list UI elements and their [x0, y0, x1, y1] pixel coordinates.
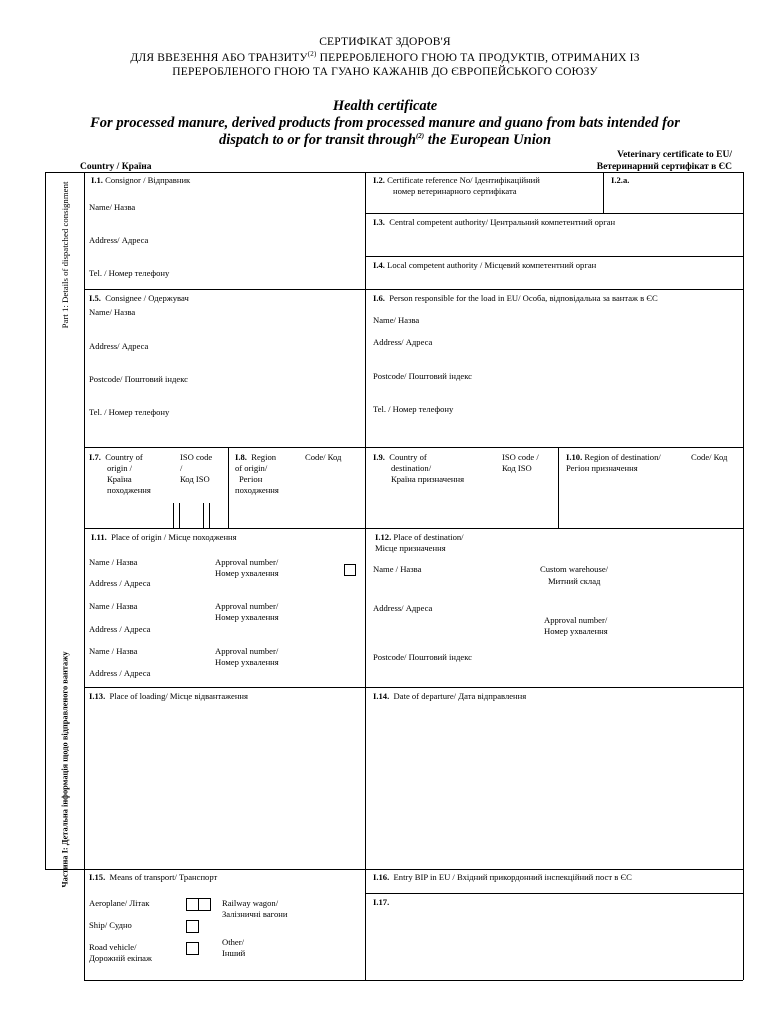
i15-railway-checkbox[interactable]	[198, 898, 211, 911]
i11-address-label-1: Address / Адреса	[89, 578, 151, 588]
i9-iso-label: ISO code /	[502, 452, 539, 462]
i6-name-label: Name/ Назва	[373, 315, 420, 325]
i15-road-checkbox[interactable]	[186, 942, 199, 955]
i15-ship-checkbox[interactable]	[186, 920, 199, 933]
i9-iso-label-2: Код ISO	[502, 463, 532, 473]
i5-name-label: Name/ Назва	[89, 307, 136, 317]
i5-postcode-label: Postcode/ Поштовий індекс	[89, 374, 188, 384]
box-i10-title: I.10. Region of destination/	[566, 452, 661, 462]
i12-approval-label: Approval number/	[544, 615, 608, 625]
box-i1-title: I.1. Consignor / Відправник	[91, 175, 191, 185]
box-i7-title-4: походження	[107, 485, 151, 495]
i11-name-label-1: Name / Назва	[89, 557, 138, 567]
i5-address-label: Address/ Адреса	[89, 341, 149, 351]
i11-approval-label-1: Approval number/	[215, 557, 279, 567]
box-i2-title-2: номер ветеринарного сертифіката	[393, 186, 517, 196]
vet-cert-label-en: Veterinary certificate to EU/	[617, 150, 732, 160]
box-i6-title: I.6. Person responsible for the load in EU/ Особа, відповідальна за вантаж в ЄС	[373, 293, 658, 303]
i11-approval-label-3b: Номер ухвалення	[215, 657, 279, 667]
i1-tel-label: Tel. / Номер телефону	[89, 268, 170, 278]
i15-other-label: Other/	[222, 937, 244, 947]
i7-iso-label-3: Код ISO	[180, 474, 210, 484]
i6-address-label: Address/ Адреса	[373, 337, 433, 347]
i11-name-label-3: Name / Назва	[89, 646, 138, 656]
box-i17-title: I.17.	[373, 897, 390, 907]
i11-approval-label-3: Approval number/	[215, 646, 279, 656]
i12-address-label: Address/ Адреса	[373, 603, 433, 613]
i6-tel-label: Tel. / Номер телефону	[373, 404, 454, 414]
i1-name-label: Name/ Назва	[89, 202, 136, 212]
vet-cert-label-uk: Ветеринарний сертифікат в ЄС	[596, 162, 732, 172]
i11-address-label-2: Address / Адреса	[89, 624, 151, 634]
i15-railway-label: Railway wagon/	[222, 898, 279, 908]
box-i2a-title: I.2.a.	[611, 175, 630, 185]
box-i7-title-3: Країна	[107, 474, 132, 484]
i12-customs-label-2: Митний склад	[548, 576, 601, 586]
i12-approval-label-2: Номер ухвалення	[544, 626, 608, 636]
uk-title-line-1: СЕРТИФІКАТ ЗДОРОВ'Я	[319, 36, 451, 48]
uk-title-line-3: ПЕРЕРОБЛЕНОГО ГНОЮ ТА ГУАНО КАЖАНІВ ДО ЄВРОПЕЙСЬКОГО СОЮЗУ	[172, 66, 598, 78]
box-i3-title: I.3. Central competent authority/ Центральний компетентний орган	[373, 217, 616, 227]
box-i7-title-2: origin /	[107, 463, 133, 473]
i15-road-label-2: Дорожній екіпаж	[89, 953, 152, 963]
box-i11-title: I.11. Place of origin / Місце походження	[91, 532, 237, 542]
box-i8-title: I.8. Region	[235, 452, 277, 462]
box-i10-title-2: Регіон призначення	[566, 463, 638, 473]
i5-tel-label: Tel. / Номер телефону	[89, 407, 170, 417]
i11-checkbox[interactable]	[344, 564, 356, 576]
box-i5-title: I.5. Consignee / Одержувач	[89, 293, 189, 303]
box-i13-title: I.13. Place of loading/ Місце відвантаження	[89, 691, 248, 701]
i15-railway-label-2: Залізничні вагони	[222, 909, 288, 919]
i7-iso-label-2: /	[180, 463, 183, 473]
i7-iso-label: ISO code	[180, 452, 213, 462]
box-i2-title: I.2. Certificate reference No/ Ідентифікаційний	[373, 175, 540, 185]
i11-approval-label-2: Approval number/	[215, 601, 279, 611]
box-i8-title-2: of origin/	[235, 463, 268, 473]
en-title-line-2: For processed manure, derived products from processed manure and guano from bats intended for	[90, 115, 680, 131]
part1-side-label-en: Part 1: Details of dispatched consignment	[60, 181, 70, 329]
box-i9-title-2: destination/	[391, 463, 432, 473]
en-title-line-1: Health certificate	[332, 98, 438, 114]
box-i4-title: I.4. Local competent authority / Місцевий компетентний орган	[373, 260, 597, 270]
i15-ship-label: Ship/ Судно	[89, 920, 132, 930]
i10-code-label: Code/ Код	[691, 452, 728, 462]
box-i8-title-4: походження	[235, 485, 279, 495]
i12-postcode-label: Postcode/ Поштовий індекс	[373, 652, 472, 662]
i12-customs-label: Custom warehouse/	[540, 564, 609, 574]
i15-aeroplane-label: Aeroplane/ Літак	[89, 898, 150, 908]
box-i8-title-3: Регіон	[239, 474, 263, 484]
en-title-line-3: dispatch to or for transit through$^{(2)}$ the European Union	[218, 132, 552, 148]
country-label: Country / Країна	[80, 162, 152, 172]
box-i7-title: I.7. Country of	[89, 452, 143, 462]
i11-approval-label-2b: Номер ухвалення	[215, 612, 279, 622]
i15-road-label: Road vehicle/	[89, 942, 137, 952]
box-i12-title-2: Місце призначення	[375, 543, 446, 553]
box-i15-title: I.15. Means of transport/ Транспорт	[89, 872, 218, 882]
i11-name-label-2: Name / Назва	[89, 601, 138, 611]
i15-other-label-2: Інший	[222, 948, 246, 958]
i11-approval-label-1b: Номер ухвалення	[215, 568, 279, 578]
i8-code-label: Code/ Код	[305, 452, 342, 462]
box-i14-title: I.14. Date of departure/ Дата відправлення	[373, 691, 527, 701]
i11-address-label-3: Address / Адреса	[89, 668, 151, 678]
uk-title-line-2: ДЛЯ ВВЕЗЕННЯ АБО ТРАНЗИТУ$^{(2)}$ ПЕРЕРОБЛЕНОГО ГНОЮ ТА ПРОДУКТІВ, ОТРИМАНИХ ІЗ	[130, 50, 640, 64]
i12-name-label: Name / Назва	[373, 564, 422, 574]
box-i12-title: I.12. Place of destination/	[375, 532, 464, 542]
box-i9-title: I.9. Country of	[373, 452, 427, 462]
box-i9-title-3: Країна призначення	[391, 474, 465, 484]
i1-address-label: Address/ Адреса	[89, 235, 149, 245]
part1-side-label-uk: Частина I: Детальна інформація щодо відправленого вантажу	[60, 651, 70, 888]
box-i16-title: I.16. Entry BIP in EU / Вхідний прикордонний інспекційний пост в ЄС	[373, 872, 632, 882]
i6-postcode-label: Postcode/ Поштовий індекс	[373, 371, 472, 381]
